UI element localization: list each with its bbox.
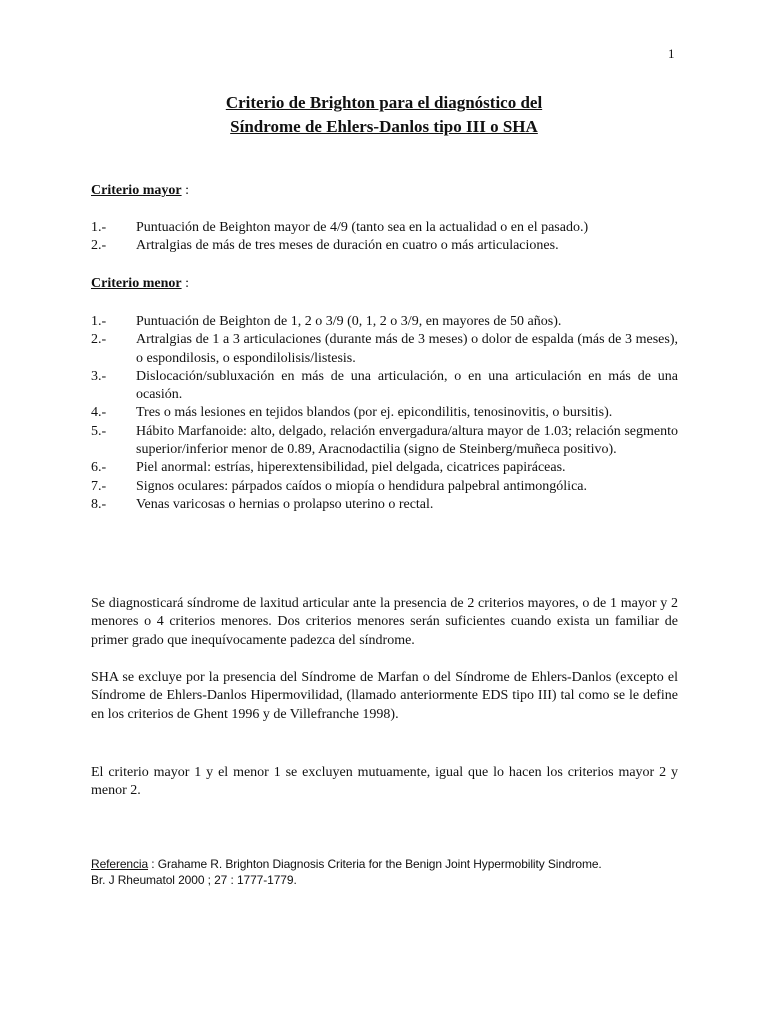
- minor-criteria-list: [91, 313, 678, 514]
- item-text: Hábito Marfanoide: alto, delgado, relación envergadura/altura mayor de 1.03; relación segmento superior/inferior menor de 0.89, Aracnodactilia (signo de Steinberg/muñeca positivo).: [136, 423, 678, 458]
- item-number: 1.-: [91, 314, 107, 329]
- item-text: Tres o más lesiones en tejidos blandos (por ej. epicondilitis, tenosinovitis, o bursitis).: [136, 405, 613, 421]
- minor-heading-suffix: :: [181, 276, 189, 291]
- item-number: 5.-: [91, 423, 107, 439]
- list-item: [91, 404, 678, 422]
- item-number: 2.-: [91, 332, 107, 348]
- item-text: Piel anormal: estrías, hiperextensibilidad, piel delgada, cicatrices papiráceas.: [136, 460, 566, 476]
- major-criteria-heading: [91, 182, 189, 200]
- list-item: [91, 313, 678, 331]
- exclusion-paragraph: SHA se excluye por la presencia del Síndrome de Marfan o del Síndrome de Ehlers-Danlos (excepto el Síndrome de Ehlers-Danlos Hipermovilidad, (llamado anteriormente EDS tipo III) tal como se le define en los criterios de Ghent 1996 y de Villefranche 1998).: [91, 670, 678, 722]
- reference: [91, 856, 691, 888]
- item-number: 6.-: [91, 460, 107, 476]
- item-number: 3.-: [91, 368, 107, 384]
- reference-separator: :: [148, 857, 158, 871]
- item-text: Artralgias de 1 a 3 articulaciones (durante más de 3 meses) o dolor de espalda (más de 3 meses), o espondilosis, o espondilolisis/listesis.: [136, 332, 678, 366]
- item-number: 2.-: [91, 238, 107, 254]
- reference-line-2: Br. J Rheumatol 2000 ; 27 : 1777-1779.: [91, 873, 297, 887]
- title-line-1: Criterio de Brighton para el diagnóstico del: [225, 93, 543, 112]
- list-item: [91, 496, 678, 514]
- major-heading-label: Criterio mayor: [91, 183, 182, 198]
- item-number: 4.-: [91, 405, 107, 421]
- list-item: [91, 478, 678, 496]
- list-item: [91, 459, 678, 477]
- page-number: 1: [668, 46, 675, 61]
- item-text: Dislocación/subluxación en más de una articulación, o en una articulación en más de una ocasión.: [136, 368, 678, 403]
- list-item: [91, 423, 678, 460]
- reference-line-1: Grahame R. Brighton Diagnosis Criteria for the Benign Joint Hypermobility Sindrome.: [157, 857, 602, 871]
- list-item: [91, 219, 678, 237]
- major-criteria-list: [91, 219, 678, 256]
- list-item: [91, 237, 678, 255]
- item-number: 8.-: [91, 496, 107, 512]
- item-number: 7.-: [91, 478, 107, 494]
- item-text: Puntuación de Beighton de 1, 2 o 3/9 (0, 1, 2 o 3/9, en mayores de 50 años).: [136, 314, 562, 329]
- list-item: [91, 331, 678, 368]
- item-text: Venas varicosas o hernias o prolapso uterino o rectal.: [136, 496, 434, 512]
- title-line-2: Síndrome de Ehlers-Danlos tipo III o SHA: [230, 117, 538, 136]
- document-title: [0, 91, 768, 139]
- diagnosis-paragraph: Se diagnosticará síndrome de laxitud articular ante la presencia de 2 criterios mayores, o de 1 mayor y 2 menores o 4 criterios menores. Dos criterios menores serán suficientes cuando exista un familiar de primer grado que inequívocamente padezca del síndrome.: [91, 596, 678, 648]
- item-text: Artralgias de más de tres meses de duración en cuatro o más articulaciones.: [136, 238, 559, 254]
- minor-heading-label: Criterio menor: [91, 276, 182, 291]
- mutual-exclusion-paragraph: El criterio mayor 1 y el menor 1 se excluyen mutuamente, igual que lo hacen los criterios mayor 2 y menor 2.: [91, 765, 678, 799]
- item-text: Signos oculares: párpados caídos o miopía o hendidura palpebral antimongólica.: [136, 478, 587, 494]
- major-heading-suffix: :: [181, 183, 189, 198]
- item-number: 1.-: [91, 220, 107, 235]
- list-item: [91, 368, 678, 405]
- minor-criteria-heading: [91, 275, 189, 293]
- reference-label: Referencia: [91, 857, 149, 871]
- item-text: Puntuación de Beighton mayor de 4/9 (tanto sea en la actualidad o en el pasado.): [136, 220, 589, 235]
